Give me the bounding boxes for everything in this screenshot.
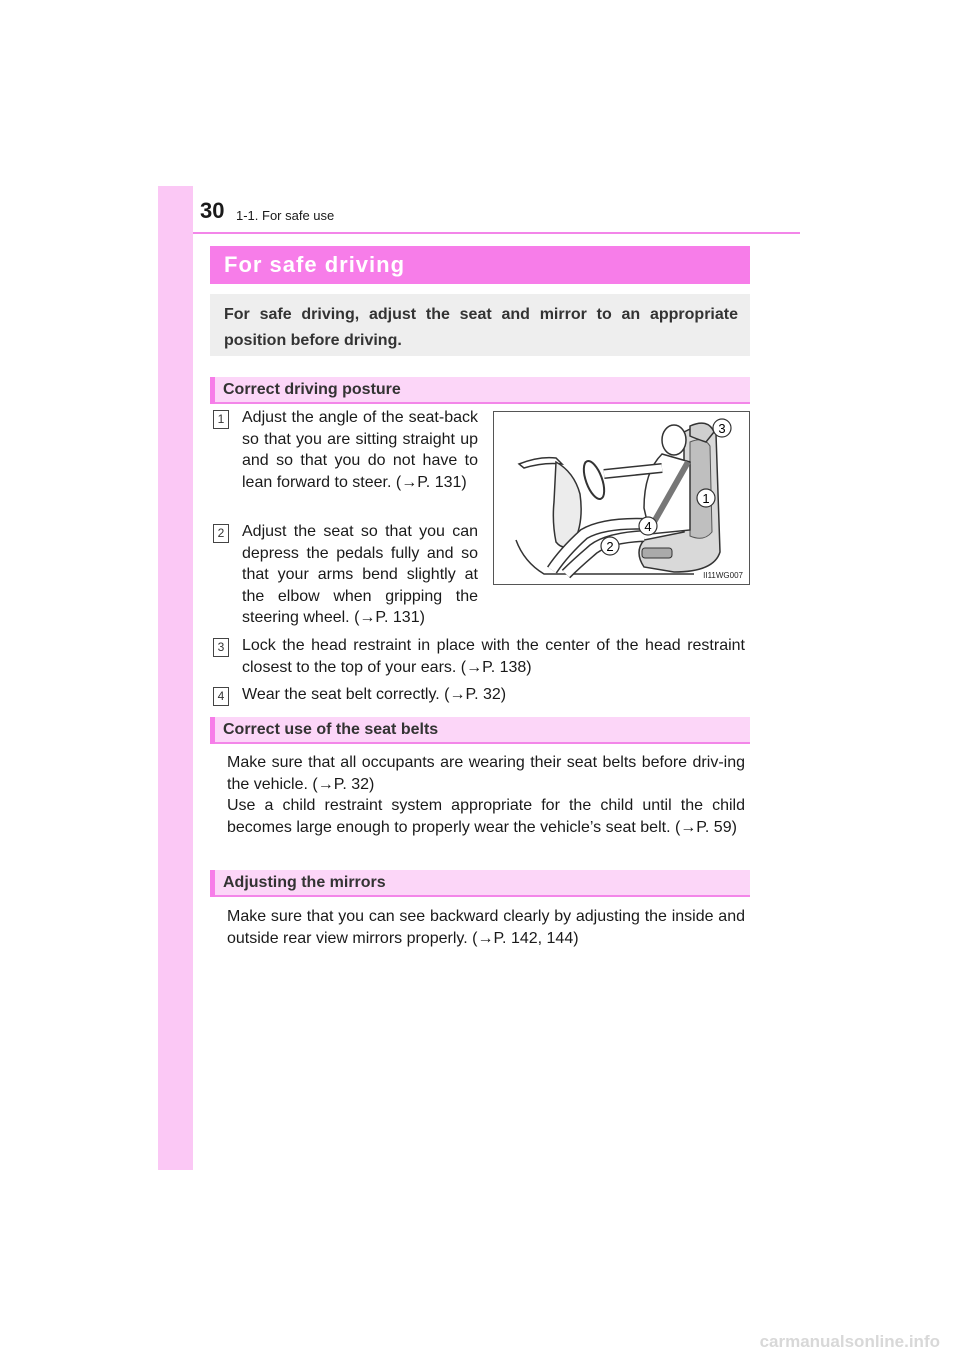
item-number-2: 2 — [213, 524, 229, 543]
subheading-label: Correct use of the seat belts — [223, 721, 439, 738]
subheading-label: Correct driving posture — [223, 381, 401, 398]
callout-1: 1 — [702, 491, 710, 506]
subheading-label: Adjusting the mirrors — [223, 874, 386, 891]
posture-item-3: Lock the head restraint in place with the center of the head restraint closest to the top of your ears. (→P. 138) — [242, 637, 745, 676]
side-tab-strip — [158, 186, 193, 1170]
subheading-seatbelts — [210, 717, 750, 744]
subheading-mirrors — [210, 870, 750, 897]
posture-item-4: Wear the seat belt correctly. (→P. 32) — [242, 686, 507, 703]
posture-item-1: Adjust the angle of the seat-back so that you are sitting straight up and so that you do not have to lean forward to steer. (→P. 131) — [242, 409, 478, 491]
title-banner — [210, 246, 750, 284]
intro-text: For safe driving, adjust the seat and mirror to an appropriate position before driving. — [224, 306, 738, 349]
seatbelts-paragraph-2: Use a child restraint system appropriate for the child until the child becomes large enough to properly wear the vehicle’s seat belt. (→P. 59) — [227, 797, 745, 836]
seatbelts-paragraph-1: Make sure that all occupants are wearing their seat belts before driv-ing the vehicle. (→P. 32) — [227, 754, 745, 793]
page-title: For safe driving — [224, 252, 406, 277]
item-number-4: 4 — [213, 687, 229, 706]
driving-posture-illustration — [493, 411, 750, 585]
driver-seat-drawing — [494, 412, 749, 584]
subheading-posture — [210, 377, 750, 404]
page-number: 30 — [200, 198, 225, 223]
callout-2: 2 — [606, 539, 614, 554]
mirrors-paragraph: Make sure that you can see backward clearly by adjusting the inside and outside rear view mirrors properly. (→P. 142, 144) — [227, 908, 745, 947]
item-number-3: 3 — [213, 638, 229, 657]
figure-code: II11WG007 — [703, 571, 743, 580]
section-label: 1-1. For safe use — [236, 208, 335, 223]
header-rule — [193, 232, 800, 234]
item-number-1: 1 — [213, 410, 229, 429]
intro-box — [210, 294, 750, 356]
callout-3: 3 — [718, 421, 726, 436]
callout-4: 4 — [644, 519, 652, 534]
posture-item-2: Adjust the seat so that you can depress the pedals fully and so that your arms bend slightly at the elbow when gripping the steering wheel. (→P. 131) — [242, 523, 478, 626]
watermark: carmanualsonline.info — [759, 1332, 940, 1351]
